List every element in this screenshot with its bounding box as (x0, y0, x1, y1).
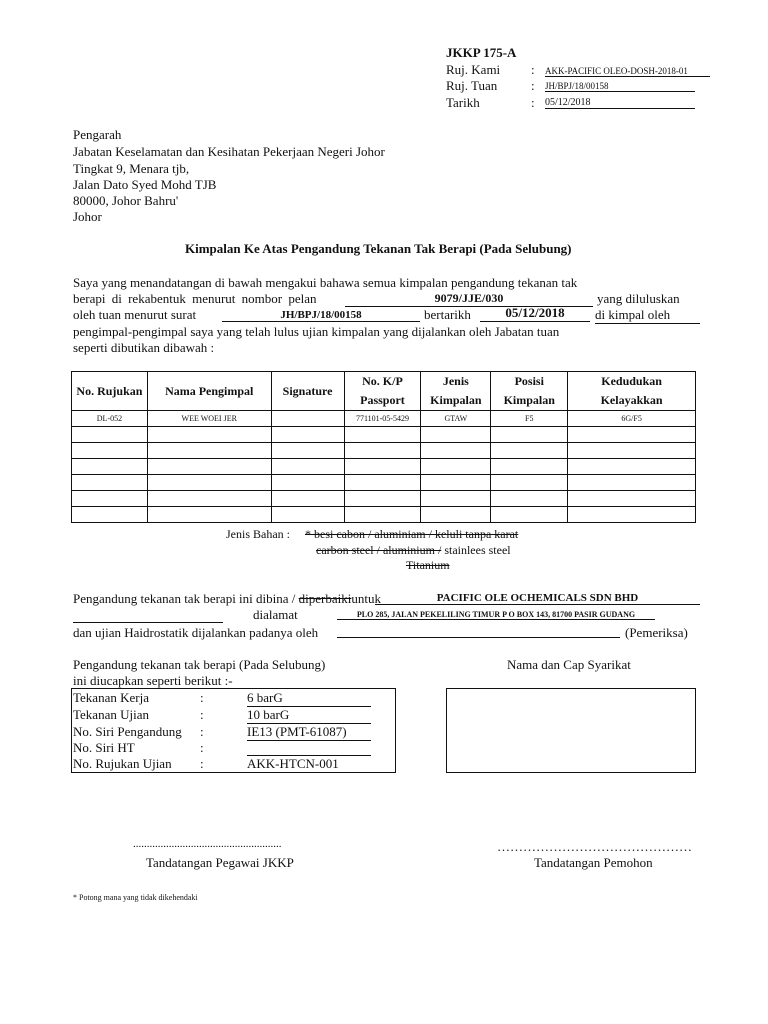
spec-value: 10 barG (247, 707, 371, 724)
underline (73, 621, 223, 623)
specs-title: ini diucapkan seperti berikut :- (73, 673, 233, 688)
table-cell (72, 443, 148, 459)
spec-label: No. Siri Pengandung (73, 724, 182, 739)
welder-table (71, 371, 696, 523)
header-colon: : (531, 78, 535, 93)
table-cell (147, 459, 271, 475)
body-line: oleh tuan menurut surat (73, 307, 197, 322)
hydro-text: dan ujian Haidrostatik dijalankan padanya oleh (73, 625, 319, 640)
table-row (72, 427, 696, 443)
column-header: No. Rujukan (72, 372, 148, 411)
table-cell (147, 443, 271, 459)
column-header: Nama Pengimpal (147, 372, 271, 411)
inspector-label: (Pemeriksa) (625, 625, 688, 640)
table-cell (421, 491, 491, 507)
company-stamp-box (446, 688, 696, 773)
table-cell (72, 491, 148, 507)
signature-line-applicant: ……………………………………… (497, 839, 692, 854)
material-line: * besi cabon / aluminiam / keluli tanpa karat (305, 527, 519, 541)
table-cell (72, 427, 148, 443)
table-cell (491, 443, 568, 459)
table-cell (568, 491, 696, 507)
table-cell (147, 427, 271, 443)
header-label: Ruj. Kami (446, 62, 501, 77)
body-line: bertarikh (424, 307, 471, 322)
specs-title: Pengandung tekanan tak berapi (Pada Selubung) (73, 657, 326, 672)
material-line: Titanium (406, 558, 450, 572)
company-name: PACIFIC OLE OCHEMICALS SDN BHD (375, 592, 700, 605)
table-cell: 6G/F5 (568, 411, 696, 427)
table-cell (568, 443, 696, 459)
spec-label: Tekanan Ujian (73, 707, 149, 722)
table-cell (344, 443, 421, 459)
table-cell (72, 475, 148, 491)
table-cell (421, 443, 491, 459)
spec-colon: : (200, 707, 204, 722)
header-label: Tarikh (446, 95, 480, 110)
table-row (72, 443, 696, 459)
table-cell (271, 411, 344, 427)
table-cell: 771101-05-5429 (344, 411, 421, 427)
underline (337, 636, 620, 638)
table-cell: F5 (491, 411, 568, 427)
builder-text: Pengandung tekanan tak berapi ini dibina / diperbaikiuntuk (73, 591, 381, 606)
address-line: Tingkat 9, Menara tjb, (73, 161, 190, 176)
spec-label: Tekanan Kerja (73, 690, 149, 705)
material-struck: carbon steel / aluminium / (316, 543, 442, 557)
spec-colon: : (200, 690, 204, 705)
address-line: Pengarah (73, 127, 122, 142)
table-cell (147, 491, 271, 507)
table-cell (344, 427, 421, 443)
table-cell (421, 427, 491, 443)
table-cell: DL-052 (72, 411, 148, 427)
table-row (72, 411, 696, 427)
address-line: Jabatan Keselamatan dan Kesihatan Pekerjaan Negeri Johor (73, 144, 385, 159)
spec-value (247, 740, 371, 756)
table-cell (271, 427, 344, 443)
spec-colon: : (200, 724, 204, 739)
table-cell (491, 475, 568, 491)
builder-struck: diperbaiki (298, 591, 352, 606)
address-line: Jalan Dato Syed Mohd TJB (73, 177, 217, 192)
table-cell (147, 507, 271, 523)
body-line: Saya yang menandatangan di bawah mengakui bahawa semua kimpalan pengandung tekanan tak (73, 275, 578, 290)
address-line: Johor (73, 209, 102, 224)
column-header: Signature (271, 372, 344, 411)
table-cell (344, 475, 421, 491)
table-cell (271, 443, 344, 459)
table-cell (421, 475, 491, 491)
company-address: PLO 285, JALAN PEKELILING TIMUR P O BOX 143, 81700 PASIR GUDANG (337, 610, 655, 620)
spec-colon: : (200, 740, 204, 755)
column-header: Jenis Kimpalan (421, 372, 491, 411)
spec-label: No. Siri HT (73, 740, 135, 755)
header-value: 05/12/2018 (545, 97, 695, 109)
address-line: 80000, Johor Bahru' (73, 193, 179, 208)
signature-label-applicant: Tandatangan Pemohon (534, 855, 653, 870)
body-line: pengimpal-pengimpal saya yang telah lulus ujian kimpalan yang dijalankan oleh Jabatan tuan (73, 324, 560, 339)
signature-label-officer: Tandatangan Pegawai JKKP (146, 855, 294, 870)
table-cell (568, 427, 696, 443)
header-colon: : (531, 62, 535, 77)
body-line: di kimpal oleh (595, 307, 700, 324)
table-cell (568, 507, 696, 523)
table-row (72, 475, 696, 491)
spec-colon: : (200, 756, 204, 771)
table-cell: WEE WOEI JER (147, 411, 271, 427)
column-header: No. K/P Passport (344, 372, 421, 411)
spec-value: 6 barG (247, 690, 371, 707)
table-cell (271, 459, 344, 475)
header-colon: : (531, 95, 535, 110)
table-cell (344, 507, 421, 523)
material-rest: stainlees steel (444, 543, 511, 557)
body-line: berapi di rekabentuk menurut nombor pelan (73, 291, 317, 306)
table-cell (491, 427, 568, 443)
letter-number: JH/BPJ/18/00158 (222, 309, 420, 322)
header-label: Ruj. Tuan (446, 78, 498, 93)
table-row (72, 507, 696, 523)
table-cell (147, 475, 271, 491)
table-cell: GTAW (421, 411, 491, 427)
header-value: JH/BPJ/18/00158 (545, 81, 695, 92)
body-line: yang diluluskan (597, 291, 680, 306)
material-line (316, 543, 511, 558)
spec-value: AKK-HTCN-001 (247, 756, 371, 773)
address-label: dialamat (253, 607, 298, 622)
table-cell (568, 459, 696, 475)
table-cell (271, 507, 344, 523)
table-cell (72, 507, 148, 523)
document-title: Kimpalan Ke Atas Pengandung Tekanan Tak Berapi (Pada Selubung) (185, 241, 572, 256)
table-row (72, 491, 696, 507)
form-code: JKKP 175-A (446, 45, 517, 60)
body-line: seperti dibutikan dibawah : (73, 340, 215, 355)
table-cell (271, 491, 344, 507)
table-header-row (72, 372, 696, 411)
footnote: * Potong mana yang tidak dikehendaki (73, 893, 198, 902)
table-cell (568, 475, 696, 491)
table-cell (344, 459, 421, 475)
spec-value: IE13 (PMT-61087) (247, 724, 371, 741)
plan-number: 9079/JJE/030 (345, 291, 593, 307)
table-cell (491, 491, 568, 507)
column-header: Kedudukan Kelayakkan (568, 372, 696, 411)
header-value: AKK-PACIFIC OLEO-DOSH-2018-01 (545, 66, 710, 77)
table-cell (271, 475, 344, 491)
table-row (72, 459, 696, 475)
company-stamp-label: Nama dan Cap Syarikat (507, 657, 631, 672)
table-cell (491, 507, 568, 523)
spec-label: No. Rujukan Ujian (73, 756, 172, 771)
table-cell (72, 459, 148, 475)
table-cell (421, 507, 491, 523)
material-label: Jenis Bahan : (226, 527, 290, 541)
signature-line-officer: ...................................................... (133, 838, 282, 850)
table-cell (344, 491, 421, 507)
table-cell (421, 459, 491, 475)
column-header: Posisi Kimpalan (491, 372, 568, 411)
table-cell (491, 459, 568, 475)
letter-date: 05/12/2018 (480, 305, 590, 322)
